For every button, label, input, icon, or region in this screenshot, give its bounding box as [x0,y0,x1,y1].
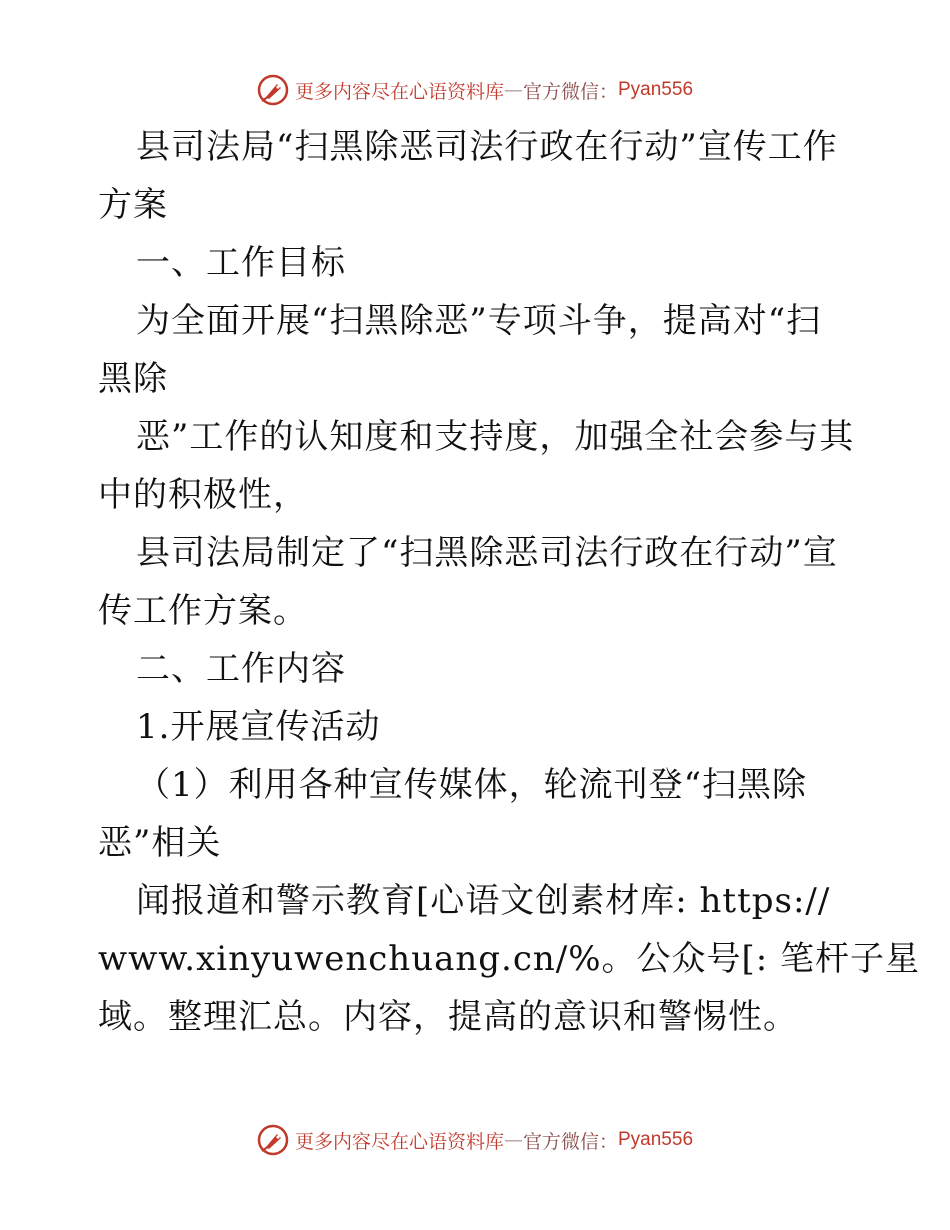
list-item-line: 恶”相关 [98,823,222,863]
doc-title-line-1: 县司法局“扫黑除恶司法行政在行动”宣传工作 [136,127,838,167]
paragraph-line: 县司法局制定了“扫黑除恶司法行政在行动”宣 [136,533,838,573]
header-banner [0,70,950,110]
banner-dash: — [503,1129,523,1151]
banner-wechat-label: 官方微信： [522,80,618,103]
paragraph-line: 域。整理汇总。内容，提高的意识和警惕性。 [98,997,798,1037]
paragraph-line: www.xinyuwenchuang.cn/%。公众号[: 笔杆子星 [98,939,921,979]
paragraph-line: 恶”工作的认知度和支持度，加强全社会参与其 [136,417,855,457]
paragraph-line: 中的积极性， [98,475,308,515]
document-body [98,118,921,1046]
pen-nib-logo-icon [257,74,289,106]
paragraph-line: 传工作方案。 [98,591,308,631]
pen-nib-logo-icon [257,1124,289,1156]
banner-wechat-id: Pyan556 [618,1129,694,1150]
banner-title: 更多内容尽在心语资料库 [294,80,504,103]
paragraph-line: 为全面开展“扫黑除恶”专项斗争，提高对“扫 [136,301,822,341]
list-item-line: （1）利用各种宣传媒体，轮流刊登“扫黑除 [136,765,808,805]
banner-dash: — [503,79,523,101]
section-heading-goals: 一、工作目标 [136,243,346,283]
banner-wechat-label: 官方微信： [522,1130,618,1153]
doc-title-line-2: 方案 [98,185,168,225]
paragraph-line: 闻报道和警示教育[心语文创素材库: https:// [136,881,831,921]
section-heading-content: 二、工作内容 [136,649,346,689]
paragraph-line: 黑除 [98,359,168,399]
footer-banner [0,1120,950,1160]
banner-title: 更多内容尽在心语资料库 [294,1130,504,1153]
subsection-heading: 1.开展宣传活动 [136,707,381,747]
banner-wechat-id: Pyan556 [618,79,694,100]
